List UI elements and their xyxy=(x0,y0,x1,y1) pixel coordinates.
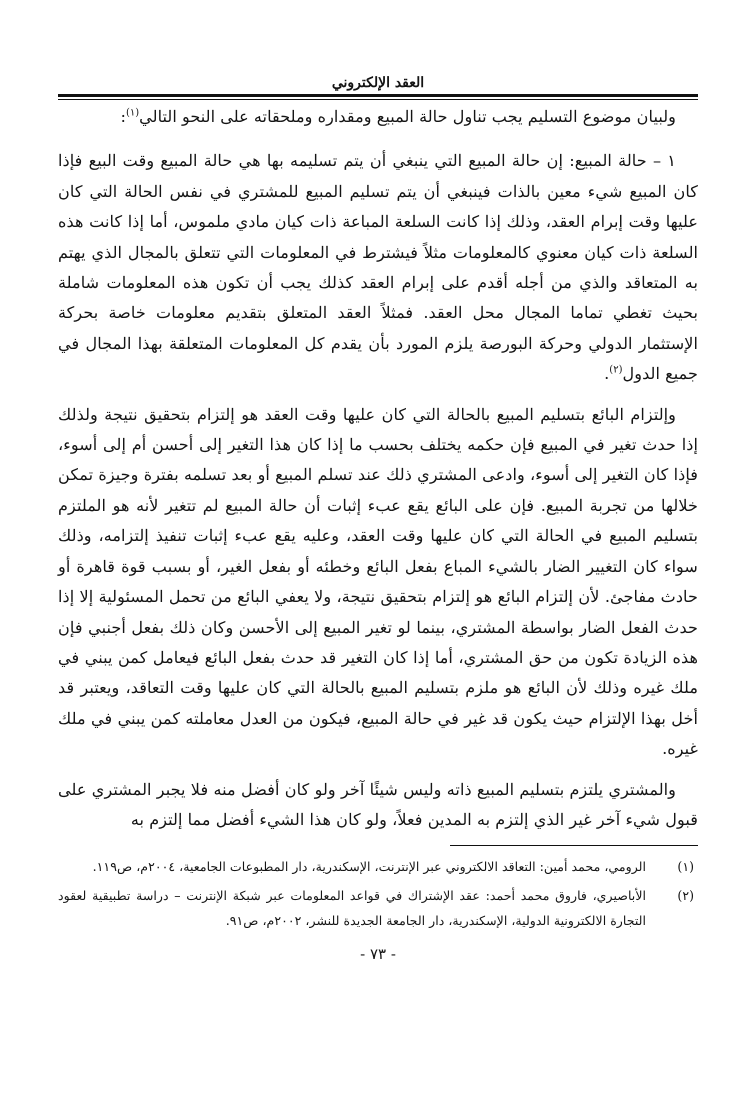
footnote-ref-2[interactable]: (٢) xyxy=(609,364,623,376)
section1-period: . xyxy=(604,364,610,384)
intro-paragraph xyxy=(58,102,698,132)
footnote-ref-1[interactable]: (١) xyxy=(125,107,140,119)
page-number: - ٧٣ - xyxy=(360,945,396,964)
spacer xyxy=(58,132,698,146)
header-rule-thin xyxy=(58,99,698,100)
spacer xyxy=(58,765,698,775)
spacer xyxy=(58,390,698,400)
paragraph-buyer-delivery: والمشتري يلتزم بتسليم المبيع ذاته وليس شيئًا آخر ولو كان أفضل منه فلا يجبر المشتري على قبول شيء آخر غير الذي إلتزم به المدين فعلاً، ولو كان هذا الشيء أفضل مما إلتزم به xyxy=(58,779,698,829)
footnote-separator xyxy=(450,845,698,846)
paragraph-seller-obligation: وإلتزام البائع بتسليم المبيع بالحالة التي كان عليها وقت العقد هو إلتزام بتحقيق نتيجة ولذلك إذا حدث تغير في المبيع فإن حكمه يختلف بحسب ما إذا كان هذا التغير إلى أحسن أم إلى أسوء، فإذا كان التغير إلى أسوء، وادعى المشتري ذلك عند تسلم المبيع أو بعد تسلمه بفترة وجيزة تمكن خلالها من تجربة المبيع. فإن على البائع يقع عبء إثبات أن حالة المبيع لم تتغير لأنه هو الملتزم بتسليم المبيع في الحالة التي كان عليها وقت العقد، وعليه يقع عبء إثبات تنفيذ إلتزامه، وذلك سواء كان التغيير الضار بالشيء المباع بفعل البائع وخطئه أو بفعل الغير، أو بسبب قوة قاهرة أو حادث مفاجئ. لأن إلتزام البائع هو إلتزام بتحقيق نتيجة، ولا يعفي البائع من تحمل المسئولية إلا إذا حدث الفعل الضار بواسطة المشتري، بينما لو تغير المبيع إلى الأحسن وكان ذلك بفعل أجنبي فإن هذه الزيادة تكون من حق المشتري، أما إذا كان التغير قد حدث بفعل البائع فيعامل كمن يبني في ملك غيره وذلك لأن البائع هو ملزم بتسليم المبيع بالحالة التي كان عليها وقت التعاقد، ويعتبر قد أخل بهذا الإلتزام حيث يكون قد غير في حالة المبيع، فيكون من العدل معاملته كمن يبني في ملك غيره. xyxy=(58,404,698,759)
running-title: العقد الإلكتروني xyxy=(331,75,425,91)
footnote-text: الأباصيري، فاروق محمد أحمد: عقد الإشتراك في قواعد المعلومات عبر شبكة الإنترنت – دراسة تطبيقية لعقود التجارة الالكترونية الدولية، الإسكندرية، دار الجامعة الجديدة للنشر، ٢٠٠٢م، ص٩١. xyxy=(58,888,646,929)
footnote-2 xyxy=(58,883,698,933)
footnote-text: الرومي، محمد أمين: التعاقد الالكتروني عبر الإنترنت، الإسكندرية، دار المطبوعات الجامعية، ٢٠٠٤م، ص١١٩. xyxy=(92,859,646,875)
footnote-number: (٢) xyxy=(677,888,694,904)
footnotes xyxy=(58,854,698,933)
intro-text: ولبيان موضوع التسليم يجب تناول حالة المبيع ومقداره وملحقاته على النحو التالي xyxy=(139,107,676,126)
section1-text: ١ – حالة المبيع: إن حالة المبيع التي ينبغي أن يتم تسليمه بها هي حالة المبيع وقت البيع فإذا كان المبيع شيء معين بالذات فينبغي أن يتم تسليم المبيع للمشتري في نفس الحالة التي كان عليها وقت إبرام العقد، وذلك إذا كانت السلعة المباعة ذات كيان مادي ملموس، أما إذا كانت هذه السلعة ذات كيان معنوي كالمعلومات مثلاً فيشترط في المعلومات التي تتعلق بالمجال الذي يهتم به المتعاقد والذي من أجله أقدم على إبرام العقد كذلك يجب أن تكون هذه المعلومات شاملة بحيث تغطي تماما المجال محل العقد. فمثلاً العقد المتعلق بتقديم معلومات خاصة بحركة الإستثمار الدولي وحركة البورصة يلزم المورد بأن يقدم كل المعلومات المتعلقة بهذا المجال في جميع الدول xyxy=(58,151,699,384)
footnote-1 xyxy=(58,854,698,879)
intro-colon: : xyxy=(120,107,126,126)
page xyxy=(58,74,698,963)
section-condition-of-sale xyxy=(58,146,698,389)
footnote-number: (١) xyxy=(677,859,694,875)
header-rule-thick xyxy=(58,94,698,97)
